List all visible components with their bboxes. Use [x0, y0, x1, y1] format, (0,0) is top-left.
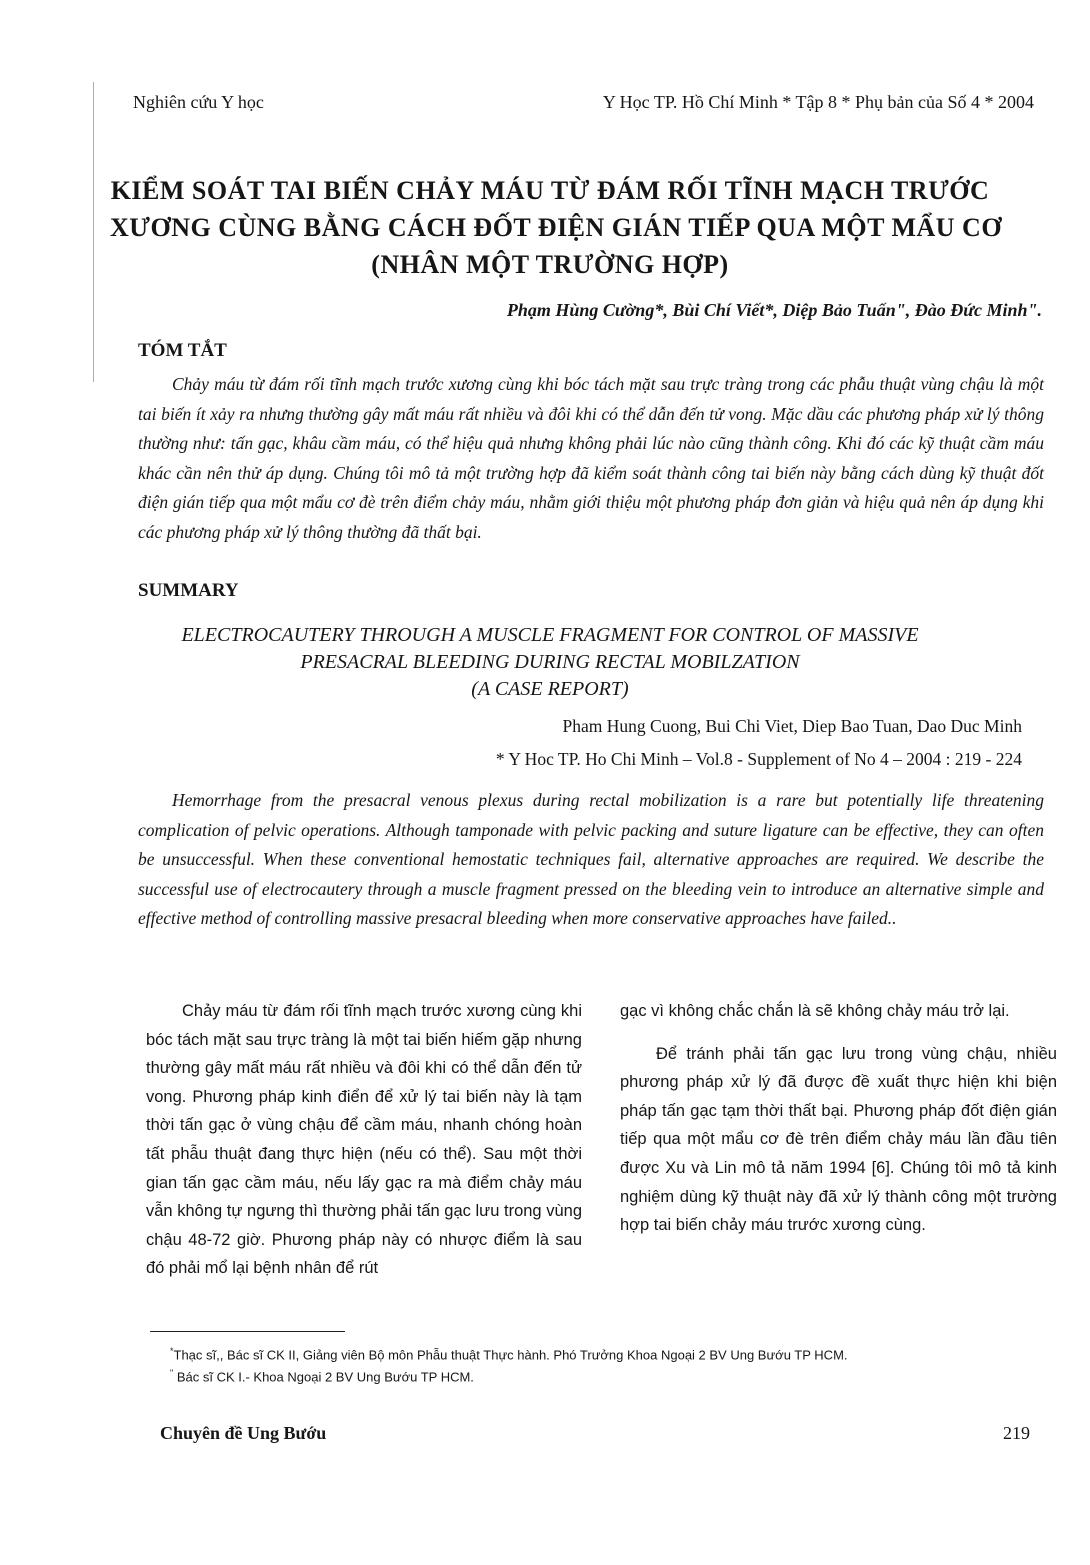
- footnote-mark: *: [170, 1346, 174, 1356]
- body-paragraph: Để tránh phải tấn gạc lưu trong vùng chậu, nhiều phương pháp xử lý đã được đề xuất thực hiện khi biện pháp tấn gạc tạm thời thất bại. Phương pháp đốt điện gián tiếp qua một mẩu cơ đè trên điểm chảy máu lần đầu tiên được Xu và Lin mô tả năm 1994 [6]. Chúng tôi mô tả kinh nghiệm dùng kỹ thuật này đã xử lý thành công một trường hợp tai biến chảy máu trước xương cùng.: [620, 1044, 1057, 1235]
- scan-margin-line: [93, 82, 94, 382]
- english-title-line: (A CASE REPORT): [471, 678, 629, 700]
- english-title-line: ELECTROCAUTERY THROUGH A MUSCLE FRAGMENT FOR CONTROL OF MASSIVE: [181, 624, 919, 646]
- running-footer: Chuyên đề Ung Bướu: [160, 1423, 327, 1443]
- footnote-text: Bác sĩ CK I.- Khoa Ngoại 2 BV Ung Bướu TP HCM.: [176, 1369, 474, 1385]
- title-line: (NHÂN MỘT TRƯỜNG HỢP): [371, 250, 729, 279]
- footnote: [170, 1368, 474, 1384]
- english-title: [110, 622, 990, 703]
- footnote-text: Thạc sĩ,, Bác sĩ CK II, Giảng viên Bộ môn Phẫu thuật Thực hành. Phó Trưởng Khoa Ngoại 2 BV Ung Bướu TP HCM.: [173, 1347, 848, 1363]
- body-paragraph: gạc vì không chắc chắn là sẽ không chảy máu trở lại.: [620, 1002, 1010, 1020]
- english-authors: Pham Hung Cuong, Bui Chi Viet, Diep Bao Tuan, Dao Duc Minh: [562, 716, 1022, 736]
- running-header-left: Nghiên cứu Y học: [133, 92, 264, 112]
- article-title: [110, 172, 1003, 283]
- running-header-right: Y Học TP. Hồ Chí Minh * Tập 8 * Phụ bản của Số 4 * 2004: [602, 92, 1034, 112]
- footnote-mark: ": [170, 1368, 174, 1378]
- title-line: XƯƠNG CÙNG BẰNG CÁCH ĐỐT ĐIỆN GIÁN TIẾP QUA MỘT MẨU CƠ: [110, 213, 1003, 242]
- english-title-line: PRESACRAL BLEEDING DURING RECTAL MOBILZATION: [300, 651, 800, 673]
- abstract-en-text: Hemorrhage from the presacral venous plexus during rectal mobilization is a rare but potentially life threatening complication of pelvic operations. Although tamponade with pelvic packing and suture ligature can be effective, they can often be unsuccessful. When these conventional hemostatic techniques fail, alternative approaches are required. We describe the successful use of electrocautery through a muscle fragment pressed on the bleeding vein to introduce an alternative simple and effective method of controlling massive presacral bleeding when more conservative approaches have failed..: [138, 790, 1044, 928]
- abstract-vi-heading: TÓM TẮT: [138, 340, 227, 361]
- citation: * Y Hoc TP. Ho Chi Minh – Vol.8 - Supplement of No 4 – 2004 : 219 - 224: [495, 749, 1022, 769]
- body-paragraph: Chảy máu từ đám rối tĩnh mạch trước xương cùng khi bóc tách mặt sau trực tràng là một tai biến hiếm gặp nhưng thường gây mất máu rất nhiều và đôi khi có thể dẫn đến tử vong. Phương pháp kinh điển để xử lý tai biến này là tạm thời tấn gạc ở vùng chậu để cầm máu, nhanh chóng hoàn tất phẫu thuật đang thực hiện (nếu có thể). Sau một thời gian tấn gạc cầm máu, nếu lấy gạc ra mà điểm chảy máu vẫn không tự ngưng thì thường phải tấn gạc lưu trong vùng chậu 48-72 giờ. Phương pháp này có nhược điểm là sau đó phải mổ lại bệnh nhân để rút: [146, 1002, 582, 1278]
- abstract-en-heading: SUMMARY: [138, 580, 239, 601]
- page-number: 219: [1003, 1423, 1030, 1443]
- footnote: [170, 1346, 848, 1362]
- abstract-vi-text: Chảy máu từ đám rối tĩnh mạch trước xương cùng khi bóc tách mặt sau trực tràng trong các phẫu thuật vùng chậu là một tai biến ít xảy ra nhưng thường gây mất máu rất nhiều và đôi khi có thể dẫn đến tử vong. Mặc dầu các phương pháp xử lý thông thường như: tấn gạc, khâu cầm máu, có thể hiệu quả nhưng không phải lúc nào cũng thành công. Khi đó các kỹ thuật cầm máu khác cần nên thử áp dụng. Chúng tôi mô tả một trường hợp đã kiểm soát thành công tai biến này bằng cách dùng kỹ thuật đốt điện gián tiếp qua một mẩu cơ đè trên điểm chảy máu, nhằm giới thiệu một phương pháp đơn giản và hiệu quả nên áp dụng khi các phương pháp xử lý thông thường đã thất bại.: [138, 374, 1044, 542]
- footnote-rule: [150, 1331, 345, 1332]
- body-column-right: [620, 997, 1057, 1240]
- title-line: KIỂM SOÁT TAI BIẾN CHẢY MÁU TỪ ĐÁM RỐI TĨNH MẠCH TRƯỚC: [110, 176, 990, 205]
- author-list: Phạm Hùng Cường*, Bùi Chí Viết*, Diệp Bảo Tuấn", Đào Đức Minh".: [506, 300, 1042, 320]
- body-column-left: [146, 997, 582, 1283]
